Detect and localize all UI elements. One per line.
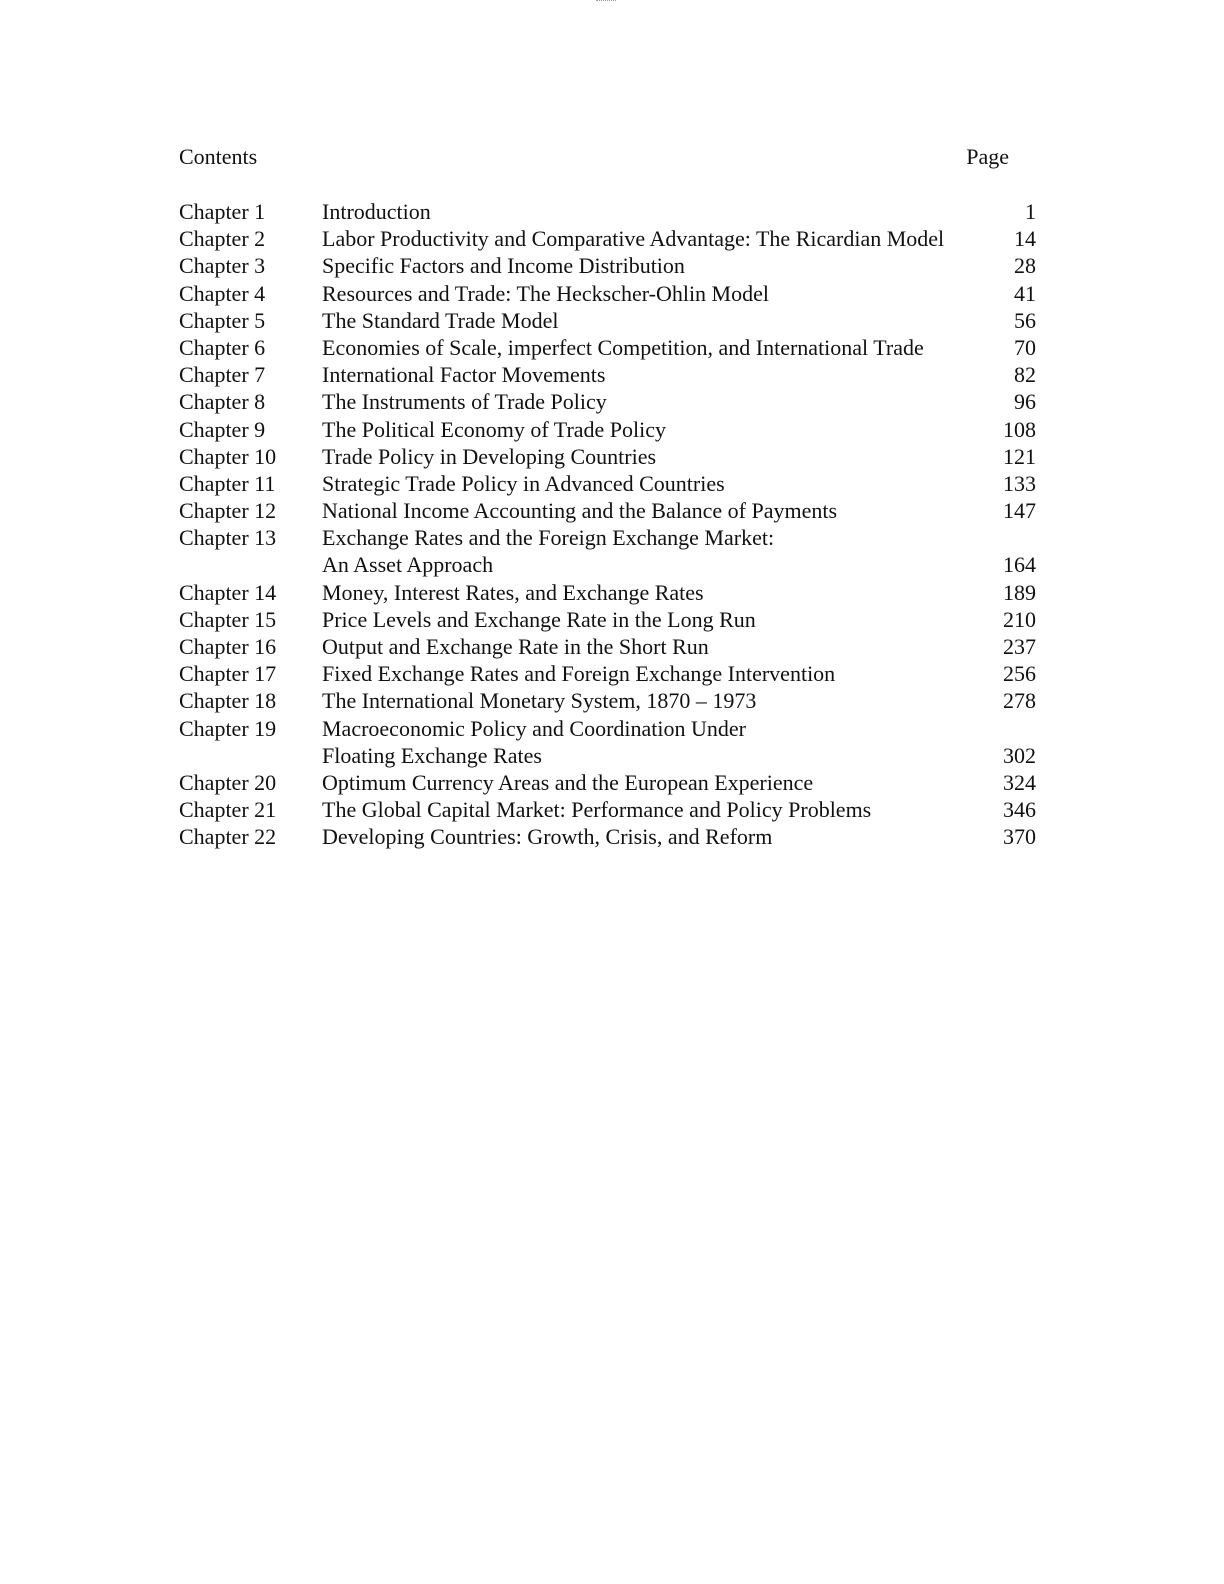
page-number: 121 bbox=[1003, 443, 1036, 469]
toc-entry bbox=[179, 225, 1036, 252]
toc-entry bbox=[179, 551, 1036, 578]
toc-entry bbox=[179, 388, 1036, 415]
page-number: 210 bbox=[1003, 606, 1036, 632]
chapter-number: Chapter 2 bbox=[179, 226, 266, 252]
chapter-number: Chapter 9 bbox=[179, 416, 266, 442]
toc-entry bbox=[179, 715, 1036, 742]
toc-entry bbox=[179, 497, 1036, 524]
toc-header bbox=[179, 143, 1009, 173]
toc-entry bbox=[179, 361, 1036, 388]
chapter-title: Introduction bbox=[322, 199, 431, 224]
chapter-title: International Factor Movements bbox=[322, 362, 606, 388]
page-number: 147 bbox=[1003, 498, 1036, 524]
page-number: 256 bbox=[1003, 661, 1036, 687]
page-number: 41 bbox=[1014, 280, 1036, 306]
chapter-number: Chapter 1 bbox=[179, 199, 266, 224]
page-number: 324 bbox=[1003, 769, 1036, 795]
chapter-number: Chapter 16 bbox=[179, 634, 277, 659]
chapter-title: Optimum Currency Areas and the European Experience bbox=[322, 769, 814, 795]
toc-entry bbox=[179, 470, 1036, 497]
chapter-title: Money, Interest Rates, and Exchange Rates bbox=[322, 579, 704, 605]
chapter-title: Labor Productivity and Comparative Advantage: The Ricardian Model bbox=[322, 226, 945, 252]
toc-entry bbox=[179, 769, 1036, 796]
chapter-number: Chapter 12 bbox=[179, 498, 277, 524]
chapter-number: Chapter 8 bbox=[179, 389, 266, 415]
chapter-title: Macroeconomic Policy and Coordination Under bbox=[322, 715, 747, 741]
chapter-title: The Global Capital Market: Performance and Policy Problems bbox=[322, 797, 872, 823]
chapter-number: Chapter 13 bbox=[179, 525, 277, 551]
chapter-title: Resources and Trade: The Heckscher-Ohlin Model bbox=[322, 280, 769, 306]
toc-list bbox=[179, 198, 1036, 851]
page-number: 346 bbox=[1003, 797, 1036, 823]
page-number: 278 bbox=[1003, 688, 1036, 714]
toc-entry bbox=[179, 334, 1036, 361]
chapter-title: Specific Factors and Income Distribution bbox=[322, 253, 685, 279]
chapter-number: Chapter 5 bbox=[179, 307, 266, 333]
toc-entry bbox=[179, 796, 1036, 823]
chapter-title: Developing Countries: Growth, Crisis, and Reform bbox=[322, 824, 773, 850]
page-number: 96 bbox=[1014, 389, 1036, 415]
toc-entry bbox=[179, 742, 1036, 769]
page-number: 189 bbox=[1003, 579, 1036, 605]
page-column-heading: Page bbox=[966, 144, 1009, 169]
chapter-title: Trade Policy in Developing Countries bbox=[322, 443, 657, 469]
page-number: 28 bbox=[1014, 253, 1036, 279]
chapter-number: Chapter 3 bbox=[179, 253, 266, 279]
page-number: 82 bbox=[1014, 362, 1036, 388]
chapter-title: Output and Exchange Rate in the Short Run bbox=[322, 634, 709, 659]
chapter-title: The Political Economy of Trade Policy bbox=[322, 416, 667, 442]
chapter-title: Strategic Trade Policy in Advanced Countries bbox=[322, 470, 725, 496]
page-number: 302 bbox=[1003, 742, 1036, 768]
toc-entry bbox=[179, 660, 1036, 687]
chapter-title: Price Levels and Exchange Rate in the Long Run bbox=[322, 606, 756, 632]
toc-entry bbox=[179, 823, 1036, 850]
chapter-title: The International Monetary System, 1870 – 1973 bbox=[322, 688, 757, 714]
toc-entry bbox=[179, 307, 1036, 334]
page-number: 56 bbox=[1014, 307, 1036, 333]
toc-entry bbox=[179, 198, 1036, 225]
toc-entry bbox=[179, 524, 1036, 551]
chapter-title: The Instruments of Trade Policy bbox=[322, 389, 607, 415]
toc-entry bbox=[179, 416, 1036, 443]
chapter-title: An Asset Approach bbox=[322, 552, 494, 578]
chapter-number: Chapter 17 bbox=[179, 661, 277, 687]
page-number: 370 bbox=[1003, 824, 1036, 850]
chapter-title: Exchange Rates and the Foreign Exchange Market: bbox=[322, 525, 775, 551]
chapter-title: National Income Accounting and the Balance of Payments bbox=[322, 498, 838, 524]
page-number: 133 bbox=[1003, 470, 1036, 496]
chapter-number: Chapter 14 bbox=[179, 579, 277, 605]
page-number: 70 bbox=[1014, 334, 1036, 360]
page-number: 14 bbox=[1014, 226, 1036, 252]
chapter-number: Chapter 6 bbox=[179, 334, 266, 360]
toc-entry bbox=[179, 687, 1036, 714]
page-number: 1 bbox=[1025, 199, 1036, 224]
contents-heading: Contents bbox=[179, 144, 258, 169]
chapter-number: Chapter 4 bbox=[179, 280, 266, 306]
toc-entry bbox=[179, 252, 1036, 279]
page-number: 164 bbox=[1003, 552, 1036, 578]
toc-entry bbox=[179, 606, 1036, 633]
chapter-number: Chapter 21 bbox=[179, 797, 277, 823]
chapter-number: Chapter 15 bbox=[179, 606, 277, 632]
toc-entry bbox=[179, 633, 1036, 660]
chapter-number: Chapter 7 bbox=[179, 362, 266, 388]
chapter-number: Chapter 22 bbox=[179, 824, 277, 850]
toc-entry bbox=[179, 443, 1036, 470]
chapter-title: Fixed Exchange Rates and Foreign Exchange Intervention bbox=[322, 661, 836, 687]
chapter-title: Economies of Scale, imperfect Competition, and International Trade bbox=[322, 334, 924, 360]
page-top-mark bbox=[596, 0, 616, 3]
page-number: 237 bbox=[1003, 634, 1036, 659]
chapter-number: Chapter 19 bbox=[179, 715, 277, 741]
chapter-number: Chapter 18 bbox=[179, 688, 277, 714]
chapter-number: Chapter 10 bbox=[179, 443, 277, 469]
toc-entry bbox=[179, 280, 1036, 307]
chapter-number: Chapter 11 bbox=[179, 470, 276, 496]
toc-entry bbox=[179, 579, 1036, 606]
chapter-number: Chapter 20 bbox=[179, 769, 277, 795]
chapter-title: Floating Exchange Rates bbox=[322, 742, 542, 768]
chapter-title: The Standard Trade Model bbox=[322, 307, 559, 333]
page-number: 108 bbox=[1003, 416, 1036, 442]
